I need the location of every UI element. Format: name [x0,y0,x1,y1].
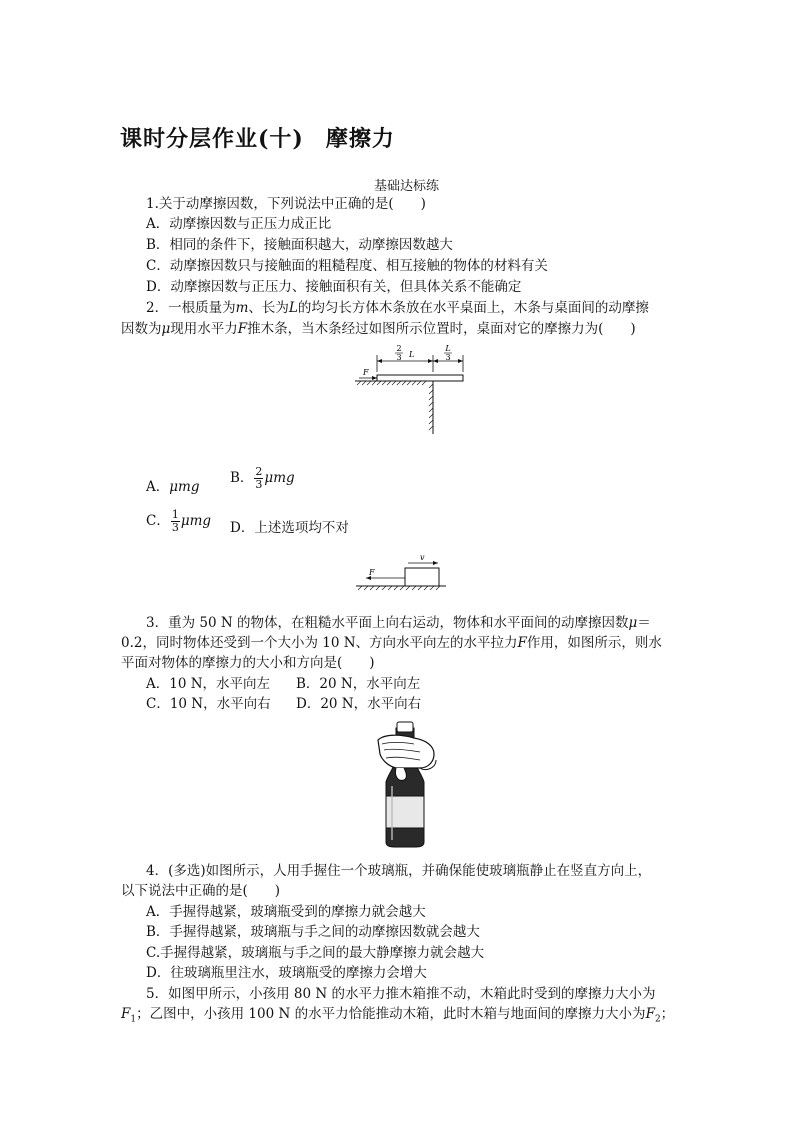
frac-den: 3 [255,478,263,491]
q3-option-d: D．20 N，水平向右 [296,696,422,712]
q5-line1: 5．如图甲所示，小孩用 80 N 的水平力推木箱推不动，木箱此时受到的摩擦力大小为 [146,986,656,1002]
q4-option-b: B．手握得越紧，玻璃瓶与手之间的动摩擦因数就会越大 [146,924,480,940]
q4-option-d: D．往玻璃瓶里注水，玻璃瓶受的摩擦力会增大 [146,965,427,981]
q5-line2 [121,1004,674,1030]
board [377,375,463,381]
q2-figure [355,342,470,437]
q5-text: ； [660,1006,675,1022]
q2-text: 推木条，当木条经过如图所示位置时，桌面对它的摩擦力为( ) [247,321,636,337]
q3-line1 [146,613,651,633]
q5-var-F2: F [645,1006,655,1022]
q2-text: 、长为 [248,300,289,316]
option-value: μmg [180,513,212,529]
q2-text: 现用水平力 [170,321,238,337]
q2-text: 2．一根质量为 [146,300,236,316]
page-title [120,122,395,153]
option-value: μmg [264,470,295,486]
frac-num: 1 [171,508,179,521]
q2-line2 [121,319,636,339]
fig-frac1-den: 3 [396,353,402,362]
q2-option-d: D．上述选项均不对 [230,520,349,536]
q4-option-a: A．手握得越紧，玻璃瓶受到的摩擦力就会越大 [146,904,426,920]
q3-option-a: A．10 N，水平向左 [146,676,271,692]
bottle-cap [397,722,413,732]
q2-text: 的均匀长方体木条放在水平桌面上，木条与桌面间的动摩擦 [297,300,649,316]
hand [378,735,434,768]
q2-line1 [146,298,649,318]
q2-var-m: m [235,300,249,316]
q2-option-b [230,466,295,491]
fig-frac2-den: 3 [445,353,451,362]
fig-frac1-num: 2 [396,344,402,353]
q3-line2 [121,633,662,653]
q3-text: 作用，如图所示，则水 [526,635,662,651]
section-heading: 基础达标练 [374,179,440,194]
q1-stem: 1.关于动摩擦因数，下列说法中正确的是( ) [146,196,426,212]
q5-text: ；乙图中，小孩用 100 N 的水平力恰能推动木箱，此时木箱与地面间的摩擦力大小为 [136,1006,646,1022]
q4-line2: 以下说法中正确的是( ) [121,883,281,899]
frac-den: 3 [171,521,179,534]
q3-text: 3．重为 50 N 的物体，在粗糙水平面上向右运动，物体和水平面间的动摩擦因数 [146,615,629,631]
title-main: 课时分层作业(十) [120,126,304,152]
fig3-force-label: F [369,568,375,577]
option-value: μmg [169,479,200,495]
q2-var-F: F [237,321,248,337]
q4-line1: 4．(多选)如图所示，人用手握住一个玻璃瓶，并确保能使玻璃瓶静止在竖直方向上， [146,863,652,879]
q3-var-F: F [517,635,527,651]
q5-sub2: 2 [654,1014,661,1025]
q5-sub1: 1 [130,1014,137,1025]
q2-text: 因数为 [121,321,162,337]
q3-var-mu: μ [628,615,638,631]
block [405,568,439,586]
q1-option-c: C．动摩擦因数只与接触面的粗糙程度、相互接触的物体的材料有关 [146,258,548,274]
frac-num: 2 [255,465,263,478]
q2-var-L: L [288,300,298,316]
q2-var-mu: μ [161,321,171,337]
title-topic: 摩擦力 [325,126,395,152]
q3-text: ＝ [637,615,651,631]
q2-option-c [146,509,211,534]
option-label: B． [230,470,254,486]
q3-line3: 平面对物体的摩擦力的大小和方向是( ) [121,655,375,671]
q5-var-F1: F [121,1006,131,1022]
fig-force-label: F [363,368,369,377]
q4-option-c: C.手握得越紧，玻璃瓶与手之间的最大静摩擦力就会越大 [146,945,485,961]
q1-option-d: D．动摩擦因数与正压力、接触面积有关，但具体关系不能确定 [146,279,522,295]
option-label: A． [146,479,170,495]
q3-text: 0.2，同时物体还受到一个大小为 10 N、方向水平向左的水平拉力 [121,635,518,651]
q4-bottle-figure [370,720,442,848]
q1-option-b: B．相同的条件下，接触面积越大，动摩擦因数越大 [146,237,453,253]
q2-option-a [146,477,199,497]
fig3-velocity-label: v [420,553,425,562]
q1-option-a: A．动摩擦因数与正压力成正比 [146,216,332,232]
q3-figure [352,552,447,600]
option-label: C． [146,513,170,529]
q3-option-c: C．10 N，水平向右 [146,696,271,712]
q3-option-b: B．20 N，水平向左 [296,676,421,692]
fig-frac2-num: L [445,344,451,353]
fig-frac1-var: L [409,350,415,359]
